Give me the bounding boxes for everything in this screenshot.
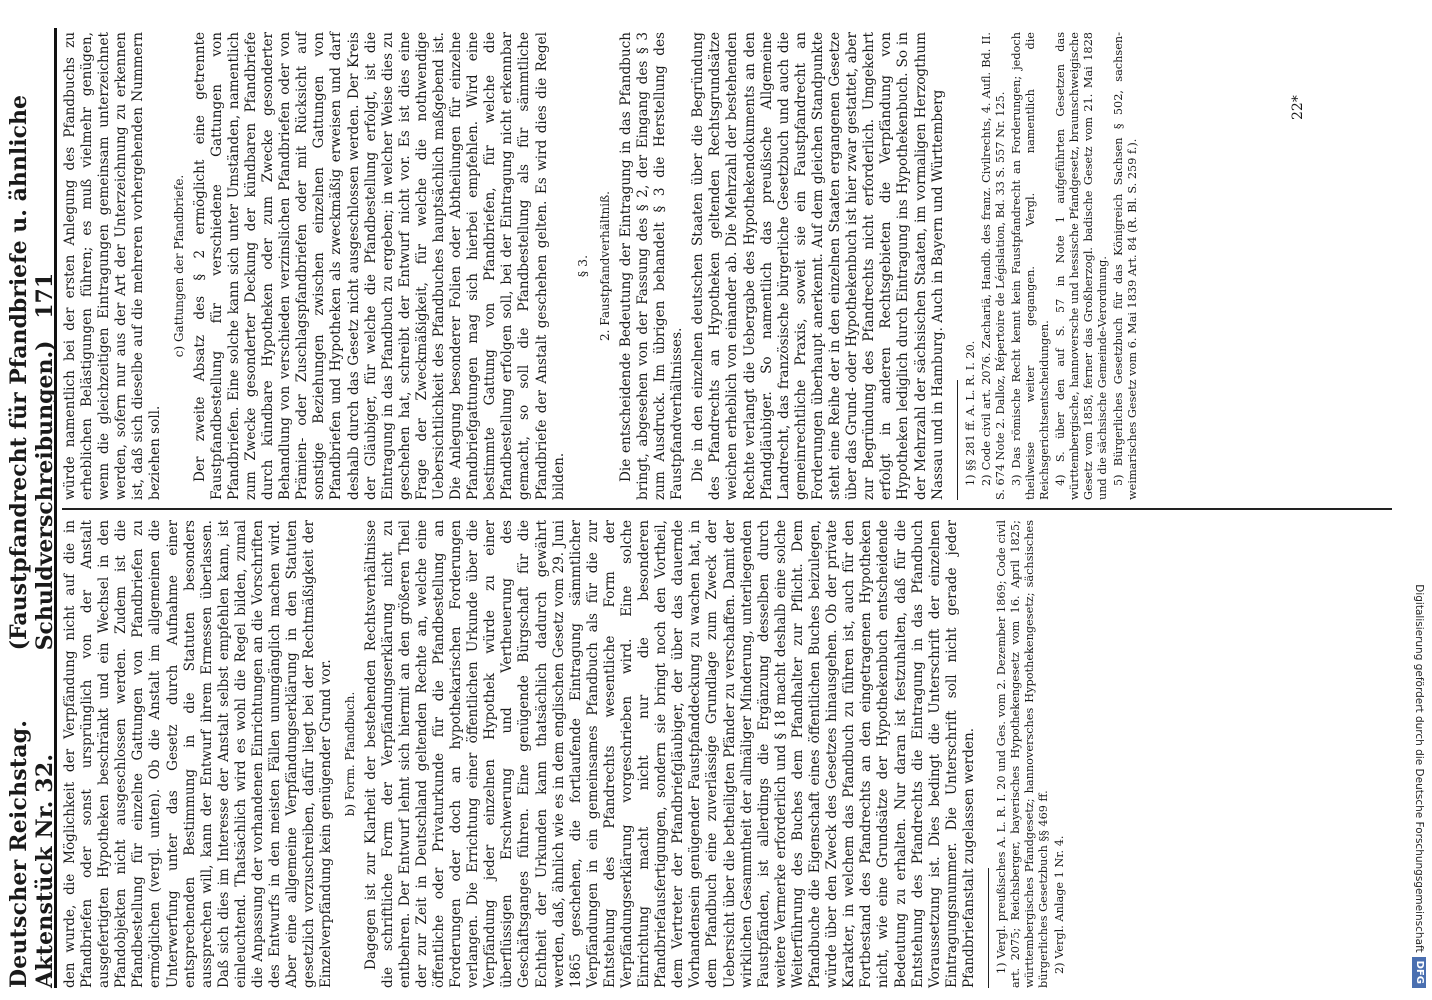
left-paragraph-2: Dagegen ist zur Klarheit der bestehenden Rechtsverhältnisse die schriftliche Form der Verpfändungserklärung nicht zu entbehren. Der Entwurf lehnt sich hiermit an den größeren Theil der zur Zeit in Deutschland geltenden Rechte an, welche eine öffentliche oder Privaturkunde für die Pfandbestellung an Forderungen oder doch an hypothekarischen Forderungen verlangen. Die Errichtung einer öffentlichen Urkunde über die Verpfändung jeder einzelnen Hypothek würde zu einer überflüssigen Erschwerung und Vertheuerung des Geschäftsganges führen. Eine genügende Bürgschaft für die Echtheit der Urkunden kann thatsächlich dadurch gewährt werden, daß, ähnlich wie es in dem englischen Gesetz vom 29. Juni 1865 geschehen, die fortlaufende Eintragung sämmtlicher Verpfändungen in ein gemeinsames Pfandbuch als für die zur Entstehung des Pfandrechts wesentliche Form der Verpfändungserklärung vorgeschrieben wird. Eine solche Einrichtung macht nicht nur die besonderen Pfandbriefausfertigungen, sondern sie bringt noch den Vortheil, dem Vertreter der Pfandbriefgläubiger, der über das dauernde Vorhandensein genügender Faustpfanddeckung zu wachen hat, in dem Pfandbuch eine zuverlässige Grundlage zum Zweck der Uebersicht über die betheiligten Pfänder zu verschaffen. Damit der wirklichen Gesammtheit der allmäliger Minderung, unterliegenden Faustpfänden, ist allerdings die Ergänzung desselben durch weitere Vermerke erforderlich und § 18 macht deshalb eine solche Weiterführung des Buches dem Pfandhalter zur Pflicht. Dem Pfandbuche die Eigenschaft eines öffentlichen Buches beizulegen, würde über den Zweck des Gesetzes hinausgehen. Ob der private Karakter, in welchem das Pfandbuch zu führen ist, auch für den Fortbestand des Pfandrechts an den eingetragenen Hypotheken nicht, wie eine Grundsätze der Hypothekenbuch entscheidende Bedeutung zu erhalten. Nur daran ist festzuhalten, daß für die Entstehung des Pfandrechts die Eintragung in das Pfandbuch Voraussetzung ist. Dies bedingt die Unterschrift der einzelnen Eintragungsnummer. Die Unterschrift soll nicht gerade jeder Pfandbriefanstalt zugelassen werden. (362, 520, 977, 988)
page-header (6, 28, 58, 988)
dfg-logo: DFG (1412, 957, 1426, 988)
section-number: § 3. (574, 254, 590, 278)
right-paragraph-2: Der zweite Absatz des § 2 ermöglicht eine getrennte Faustpfandbestellung für verschiedene Gattungen von Pfandbriefen. Eine solche kann sich unter Umständen, namentlich zum Zwecke gesonderter Deckung der kündbaren Pfandbriefe durch kündbare Hypotheken oder zum Zwecke gesonderter Behandlung von verschieden verzinslichen Pfandbriefen oder von Prämien- oder Zuschlagspfandbriefen oder mit Rücksicht auf sonstige Beziehungen zwischen einzelnen Gattungen von Pfandbriefen und Hypotheken als zweckmäßig erweisen und darf deshalb durch das Gesetz nicht ausgeschlossen werden. Der Kreis der Gläubiger, für welche die Pfandbestellung erfolgt, ist die Eintragung in das Pfandbuch zu ergeben; in welcher Weise dies zu geschehen hat, schreibt der Entwurf nicht vor. Es ist dies eine Frage der Zweckmäßigkeit, für welche die nothwendige Uebersichtlichkeit des Pfandbuches hauptsächlich maßgebend ist. Die Anlegung besonderer Folien oder Abtheilungen für einzelne Pfandbriefgattungen mag sich hierbei empfehlen. Wird eine bestimmte Gattung von Pfandbriefen, für welche die Pfandbestellung erfolgen soll, bei der Eintragung nicht erkennbar gemacht, so soll die Pfandbestellung als für sämmtliche Pfandbriefe der Anstalt geschehen gelten. Es wird dies die Regel bilden. (191, 32, 567, 500)
left-footnotes (988, 520, 1067, 988)
right-footnote-5: 5) Bürgerliches Gesetzbuch für das Königreich Sachsen § 502, sachsen-weimarisches Gesetz vom 6. Mai 1839 Art. 84 (R. Bl. S. 259 f.). (1111, 32, 1139, 500)
page-number: 171 (32, 272, 58, 319)
left-heading: b) Form. Pfandbuch. (342, 691, 357, 817)
right-footnote-1: 1) §§ 281 ff. A. L. R. I. 20. (963, 340, 977, 486)
right-footnotes (957, 32, 1140, 500)
right-footnote-2: 2) Code civil art. 2076. Zachariä, Handb. des franz. Civilrechts, 4. Aufl. Bd. II. S. 674 Note 2. Dalloz, Répertoire de Législation, Bd. 33 S. 557 Nr. 125. (979, 32, 1007, 500)
right-paragraph-4: Die in den einzelnen deutschen Staaten über die Begründung des Pfandrechts an Hypotheken geltenden Rechtsgrundsätze weichen erheblich von einander ab. Die Mehrzahl der bestehenden Rechte verlangt die Uebergabe des Hypothekendokuments an den Pfandgläubiger. So namentlich das preußische Allgemeine Landrecht, das französische bürgerliche Gesetzbuch und auch die gemeinrechtliche Praxis, soweit sie ein Faustpfandrecht an Forderungen überhaupt anerkennt. Auf dem gleichen Standpunkte steht eine Reihe der in den einzelnen Staaten ergangenen Gesetze über das Grund- oder Hypothekenbuch ist hier zwar gestattet, aber zur Begründung des Pfandrechts nicht erforderlich. Umgekehrt erfolgt in anderen Rechtsgebieten die Verpfändung von Hypotheken lediglich durch Eintragung ins Hypothekenbuch. So in der Mehrzahl der sächsischen Staaten, im vormaligen Herzogthum Nassau und in Hamburg. Auch in Bayern und Württemberg (690, 32, 946, 500)
left-footnote-1: 1) Vergl. preußisches A. L. R. I. 20 und Ges. vom 2. Dezember 1869; Code civil art. 2075; Reichsberger, bayerisches Hypothekengesetz vom 16. April 1825; württembergisches Pfandgesetz; hannoversches Hypothekengesetz; sächsisches bürgerliches Gesetzbuch §§ 469 ff. (994, 520, 1050, 988)
right-heading: c) Gattungen der Pfandbriefe. (171, 174, 186, 358)
header-left-title: Deutscher Reichstag. Aktenstück Nr. 32. (6, 719, 58, 988)
digitization-stamp (1408, 12, 1430, 988)
column-divider (62, 508, 1392, 510)
signature-mark: 22* (1290, 95, 1306, 120)
left-paragraph-1: den wurde, die Möglichkeit der Verpfändung nicht auf die in Pfandbriefen oder sonst ursprünglich von der Anstalt ausgefertigten Hypotheken beschränkt und ein Wechsel in den Pfandobjekten nicht ausgeschlossen werden. Zudem ist die Pfandbestellung für einzelne Gattungen von Pfandbriefen zu ermöglichen (vergl. unten). Ob die Anstalt im allgemeinen die Unterwerfung unter das Gesetz durch Aufnahme einer entsprechenden Bestimmung in die Statuten besonders aussprechen will, kann der Entwurf ihrem Ermessen überlassen. Daß sich dies im Interesse der Anstalt selbst empfehlen kann, ist einleuchtend. Thatsächlich wird es wohl die Regel bilden, zumal die Anpassung der vorhandenen Einrichtungen an die Vorschriften des Entwurfs in den meisten Fällen unumgänglich machen wird. Aber eine allgemeine Verpfändungserklärung in den Statuten gesetzlich vorzuschreiben, dafür liegt bei der Rechtmäßigkeit der Einzelverpfändung kein genügender Grund vor. (62, 520, 335, 988)
section-heading: 2. Faustpfandverhältniß. (597, 191, 612, 341)
running-title: (Faustpfandrecht für Pfandbriefe u. ähnliche Schuldverschreibungen.) (6, 95, 58, 651)
right-footnote-4: 4) S. über den auf S. 57 in Note 1 aufgeführten Gesetzen das württembergische, hannoversche und hessische Pfandgesetz, braunschweigische Gesetz vom 1858, ferner das Großherzogl. badische Gesetz vom 21. Mai 1828 und die sächsische Gemeinde-Verordnung. (1053, 32, 1109, 500)
left-column (62, 520, 1069, 988)
footnote-divider (988, 868, 989, 988)
right-paragraph-3: Die entscheidende Bedeutung der Eintragung in das Pfandbuch bringt, abgesehen von der Fassung des § 2, der Eingang des § 3 zum Ausdruck. Im übrigen behandelt § 3 die Herstellung des Faustpfandverhältnisses. (617, 32, 686, 500)
right-paragraph-1: würde namentlich bei der ersten Anlegung des Pfandbuchs zu erheblichen Belästigungen führen; es muß vielmehr genügen, wenn die gleichzeitigen Eintragungen gemeinsam unterzeichnet werden, sofern nur aus der Art der Unterzeichnung zu erkennen ist, daß sich dieselbe auf die mehreren vorhergehenden Nummern beziehen soll. (62, 32, 164, 500)
left-footnote-2: 2) Vergl. Anlage 1 Nr. 4. (1052, 835, 1066, 974)
right-column (62, 32, 1142, 500)
right-footnote-3: 3) Das römische Recht kennt kein Faustpfandrecht an Forderungen; jedoch theilweise weiter gegangen. Vergl. namentlich die Reichsgerichtsentscheidungen. (1009, 32, 1051, 500)
stamp-text: Digitalisierung gefördert durch die Deutsche Forschungsgemeinschaft (1413, 584, 1425, 953)
footnote-divider (957, 380, 958, 500)
